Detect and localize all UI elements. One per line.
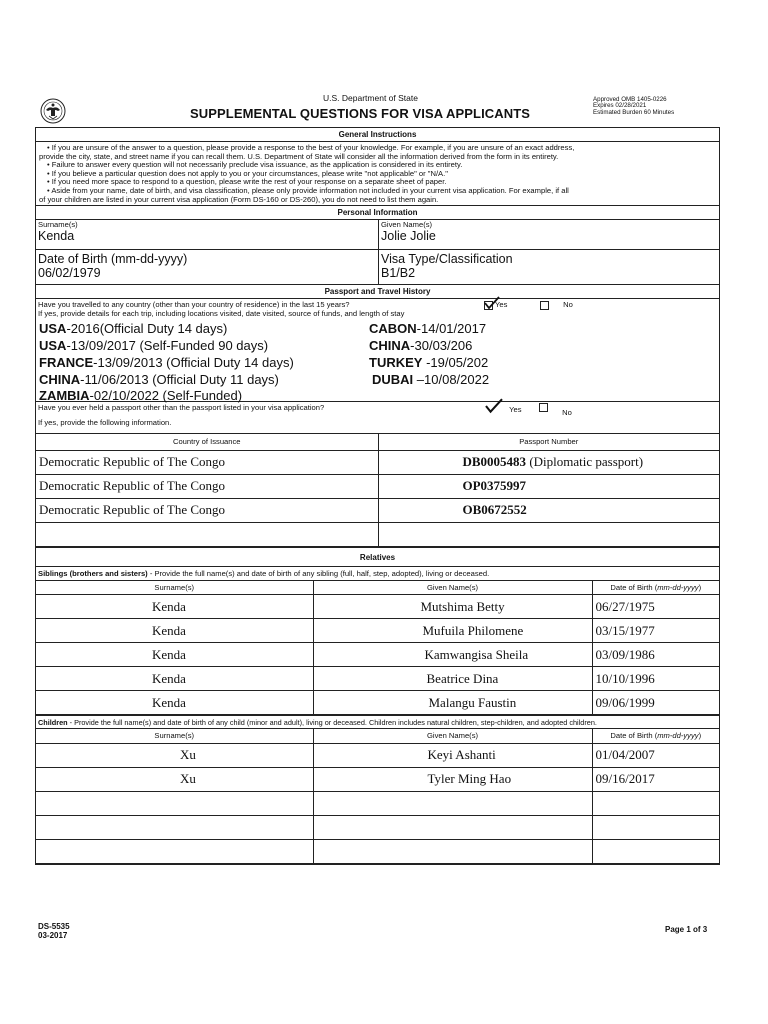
- instruction-line: • If you are unsure of the answer to a question, please provide a response to the best of your knowledge. For example, if you are unsure of an exact address,: [47, 143, 575, 152]
- passport-number-cell[interactable]: [378, 450, 719, 474]
- child-dob[interactable]: [592, 791, 719, 815]
- country-column-header: Country of Issuance: [36, 434, 378, 450]
- sibling-given-name[interactable]: Malangu Faustin: [313, 691, 592, 715]
- table-row: [36, 450, 719, 474]
- instruction-line: of your children are listed in your current visa application (Form DS-160 or DS-260), you do not need to list them again.: [39, 194, 439, 204]
- travel-history-block: [36, 299, 719, 402]
- sibling-surname[interactable]: Kenda: [36, 595, 313, 619]
- trip-detail: -11/06/2013 (Official Duty 11 days): [80, 372, 279, 388]
- general-instructions: [36, 142, 719, 206]
- instruction-line: • If you believe a particular question does not apply to you or your circumstances, please write "not applicable" or "N/A.": [47, 168, 448, 178]
- trip-detail: –10/08/2022: [413, 372, 490, 388]
- dob-header-format: mm-dd-yyyy: [657, 582, 699, 592]
- passport-number: OP0375997: [462, 478, 527, 494]
- passport-number: DB0005483: [462, 454, 527, 470]
- child-given-name[interactable]: Keyi Ashanti: [313, 743, 592, 767]
- trip-detail: -19/05/202: [422, 355, 489, 371]
- child-given-name[interactable]: [313, 839, 592, 863]
- dob-row: [36, 250, 719, 285]
- dob-header-text: Date of Birth (: [610, 582, 658, 592]
- child-surname[interactable]: [36, 839, 313, 863]
- child-given-name[interactable]: Tyler Ming Hao: [313, 767, 592, 791]
- passport-no-checkbox[interactable]: [539, 403, 548, 412]
- omb-expires: Expires 02/28/2021: [593, 102, 647, 110]
- sibling-given-name[interactable]: Mutshima Betty: [313, 595, 592, 619]
- dob-header-text: ): [698, 582, 702, 592]
- given-name-column-header: Given Name(s): [313, 581, 592, 595]
- dob-header-format: mm-dd-yyyy: [657, 731, 699, 741]
- country-cell[interactable]: Democratic Republic of The Congo: [36, 498, 378, 522]
- dob-label: Date of Birth (mm-dd-yyyy): [38, 252, 188, 267]
- table-row: [36, 791, 719, 815]
- sibling-surname[interactable]: Kenda: [36, 619, 313, 643]
- siblings-title: Siblings (brothers and sisters): [38, 568, 148, 578]
- travel-question: Have you travelled to any country (other than your country of residence) in the last 15 years?: [38, 300, 350, 310]
- department-name: U.S. Department of State: [323, 93, 418, 103]
- child-dob[interactable]: [592, 839, 719, 863]
- trip-entry: [39, 355, 294, 371]
- travel-no-label: No: [563, 300, 573, 310]
- trip-country: ZAMBIA: [39, 388, 90, 404]
- given-name-label: Given Name(s): [381, 220, 433, 230]
- other-passport-instruction: If yes, provide the following information.: [38, 418, 172, 428]
- page-number: Page 1 of 3: [665, 925, 708, 934]
- visa-type-field[interactable]: B1/B2: [381, 266, 416, 281]
- trip-country: CHINA: [39, 372, 81, 388]
- given-name-cell: [378, 220, 719, 249]
- table-row: [36, 815, 719, 839]
- other-passport-question-block: [36, 402, 719, 434]
- sibling-given-name[interactable]: Kamwangisa Sheila: [313, 643, 592, 667]
- passport-table-header: [36, 434, 719, 450]
- children-title: Children: [38, 718, 68, 728]
- dob-column-header: [592, 581, 719, 595]
- child-surname[interactable]: Xu: [36, 767, 313, 791]
- passport-no-label: No: [562, 408, 572, 418]
- trip-entry: [372, 372, 489, 388]
- visa-form: [35, 127, 720, 865]
- passport-yes-label: Yes: [509, 405, 522, 415]
- surname-column-header: Surname(s): [36, 581, 313, 595]
- trip-detail: -2016(Official Duty 14 days): [66, 321, 228, 337]
- surname-field[interactable]: Kenda: [38, 229, 75, 244]
- sibling-given-name[interactable]: Mufuila Philomene: [313, 619, 592, 643]
- passport-number-column-header: Passport Number: [378, 434, 719, 450]
- sibling-dob[interactable]: 03/09/1986: [592, 643, 719, 667]
- visa-type-cell: [378, 250, 719, 284]
- children-table-header: [36, 729, 719, 743]
- children-description: - Provide the full name(s) and date of birth of any child (minor and adult), living or deceased. Children includes natural children, step-children, and adopted children.: [67, 718, 597, 728]
- dob-cell: [36, 250, 378, 284]
- table-row: [36, 643, 719, 667]
- trip-detail: -14/01/2017: [416, 321, 487, 337]
- table-row: [36, 667, 719, 691]
- child-dob[interactable]: 09/16/2017: [592, 767, 719, 791]
- trip-country: TURKEY: [369, 355, 423, 371]
- trip-country: USA: [39, 321, 67, 337]
- instruction-line: • Failure to answer every question will not necessarily preclude visa issuance, as the application is considered in its entirety.: [47, 160, 463, 170]
- passport-number: OB0672552: [462, 502, 527, 518]
- sibling-dob[interactable]: 10/10/1996: [592, 667, 719, 691]
- name-row: [36, 220, 719, 250]
- passport-travel-heading: Passport and Travel History: [36, 285, 719, 299]
- travel-yes-label: Yes: [494, 300, 508, 310]
- given-name-column-header: Given Name(s): [313, 729, 592, 743]
- country-cell[interactable]: [36, 522, 378, 546]
- siblings-table-header: [36, 581, 719, 595]
- omb-approval: [593, 97, 674, 116]
- child-dob[interactable]: 01/04/2007: [592, 743, 719, 767]
- form-number: [38, 922, 70, 940]
- table-row: [36, 743, 719, 767]
- personal-information-heading: Personal Information: [36, 206, 719, 220]
- child-surname[interactable]: [36, 815, 313, 839]
- table-row: [36, 619, 719, 643]
- dob-field[interactable]: 06/02/1979: [38, 266, 101, 281]
- trip-entry: [39, 321, 227, 337]
- children-table: [36, 729, 719, 864]
- dob-column-header: [592, 729, 719, 743]
- sibling-given-name[interactable]: Beatrice Dina: [313, 667, 592, 691]
- state-department-seal-icon: [40, 98, 66, 124]
- sibling-surname[interactable]: Kenda: [36, 691, 313, 715]
- trip-detail: -13/09/2013 (Official Duty 14 days): [93, 355, 294, 371]
- trip-detail: -02/10/2022 (Self-Funded): [89, 388, 243, 404]
- passport-number-cell[interactable]: [378, 498, 719, 522]
- general-instructions-heading: General Instructions: [36, 128, 719, 142]
- passport-table: [36, 434, 719, 547]
- trip-entry: [369, 338, 472, 354]
- trip-detail: -30/03/206: [410, 338, 473, 354]
- instruction-line: • If you need more space to respond to a question, please write the rest of your response on a separate sheet of paper.: [47, 177, 447, 187]
- child-dob[interactable]: [592, 815, 719, 839]
- sibling-dob[interactable]: 03/15/1977: [592, 619, 719, 643]
- sibling-surname[interactable]: Kenda: [36, 643, 313, 667]
- table-row: [36, 498, 719, 522]
- sibling-surname[interactable]: Kenda: [36, 667, 313, 691]
- child-surname[interactable]: [36, 791, 313, 815]
- omb-burden: Estimated Burden 60 Minutes: [593, 108, 675, 116]
- table-row: [36, 522, 719, 546]
- table-row: [36, 839, 719, 863]
- form-id: DS-5535: [38, 922, 70, 931]
- trip-entry: [39, 338, 268, 354]
- visa-type-label: Visa Type/Classification: [381, 252, 513, 267]
- trip-entry: [369, 321, 486, 337]
- form-revision: 03-2017: [38, 931, 68, 940]
- passport-no-option[interactable]: [539, 402, 572, 418]
- country-cell[interactable]: Democratic Republic of The Congo: [36, 450, 378, 474]
- child-given-name[interactable]: [313, 815, 592, 839]
- trip-country: DUBAI: [372, 372, 414, 388]
- dob-header-text: Date of Birth (: [610, 731, 658, 741]
- omb-number: Approved OMB 1405-0226: [593, 96, 667, 103]
- surname-label: Surname(s): [38, 220, 78, 230]
- trip-detail: -13/09/2017 (Self-Funded 90 days): [66, 338, 269, 354]
- trip-country: USA: [39, 338, 67, 354]
- given-name-field[interactable]: Jolie Jolie: [381, 229, 436, 244]
- checkmark-icon: [484, 296, 500, 310]
- trip-entry: [39, 372, 279, 388]
- table-row: [36, 595, 719, 619]
- table-row: [36, 474, 719, 498]
- other-passport-question: Have you ever held a passport other than the passport listed in your visa application?: [38, 403, 325, 413]
- child-given-name[interactable]: [313, 791, 592, 815]
- children-instruction: [36, 715, 719, 729]
- siblings-table: [36, 581, 719, 716]
- child-surname[interactable]: Xu: [36, 743, 313, 767]
- trip-country: FRANCE: [39, 355, 94, 371]
- trip-country: CABON: [369, 321, 417, 337]
- surname-cell: [36, 220, 378, 249]
- table-row: [36, 767, 719, 791]
- checkmark-icon: [484, 398, 504, 414]
- passport-number-cell[interactable]: [378, 522, 719, 546]
- instruction-line: provide the city, state, and street name if you can recall them. U.S. Department of State will consider all the information derived from the form in its entirety.: [39, 151, 559, 161]
- form-title: SUPPLEMENTAL QUESTIONS FOR VISA APPLICANTS: [190, 106, 531, 121]
- travel-detail-instruction: If yes, provide details for each trip, including locations visited, date visited, source of funds, and length of stay: [38, 309, 405, 319]
- instruction-line: • Aside from your name, date of birth, and visa classification, please only provide information not included in your current visa application. For example, if all: [47, 185, 569, 195]
- passport-note: (Diplomatic passport): [526, 454, 644, 470]
- trip-entry: [369, 355, 488, 371]
- table-row: [36, 691, 719, 715]
- siblings-instruction: [36, 567, 719, 581]
- dob-header-text: ): [698, 731, 702, 741]
- surname-column-header: Surname(s): [36, 729, 313, 743]
- siblings-description: - Provide the full name(s) and date of birth of any sibling (full, half, step, adopted), living or deceased.: [147, 568, 490, 578]
- relatives-heading: Relatives: [36, 547, 719, 567]
- country-cell[interactable]: Democratic Republic of The Congo: [36, 474, 378, 498]
- passport-number-cell[interactable]: [378, 474, 719, 498]
- sibling-dob[interactable]: 06/27/1975: [592, 595, 719, 619]
- trip-country: CHINA: [369, 338, 411, 354]
- sibling-dob[interactable]: 09/06/1999: [592, 691, 719, 715]
